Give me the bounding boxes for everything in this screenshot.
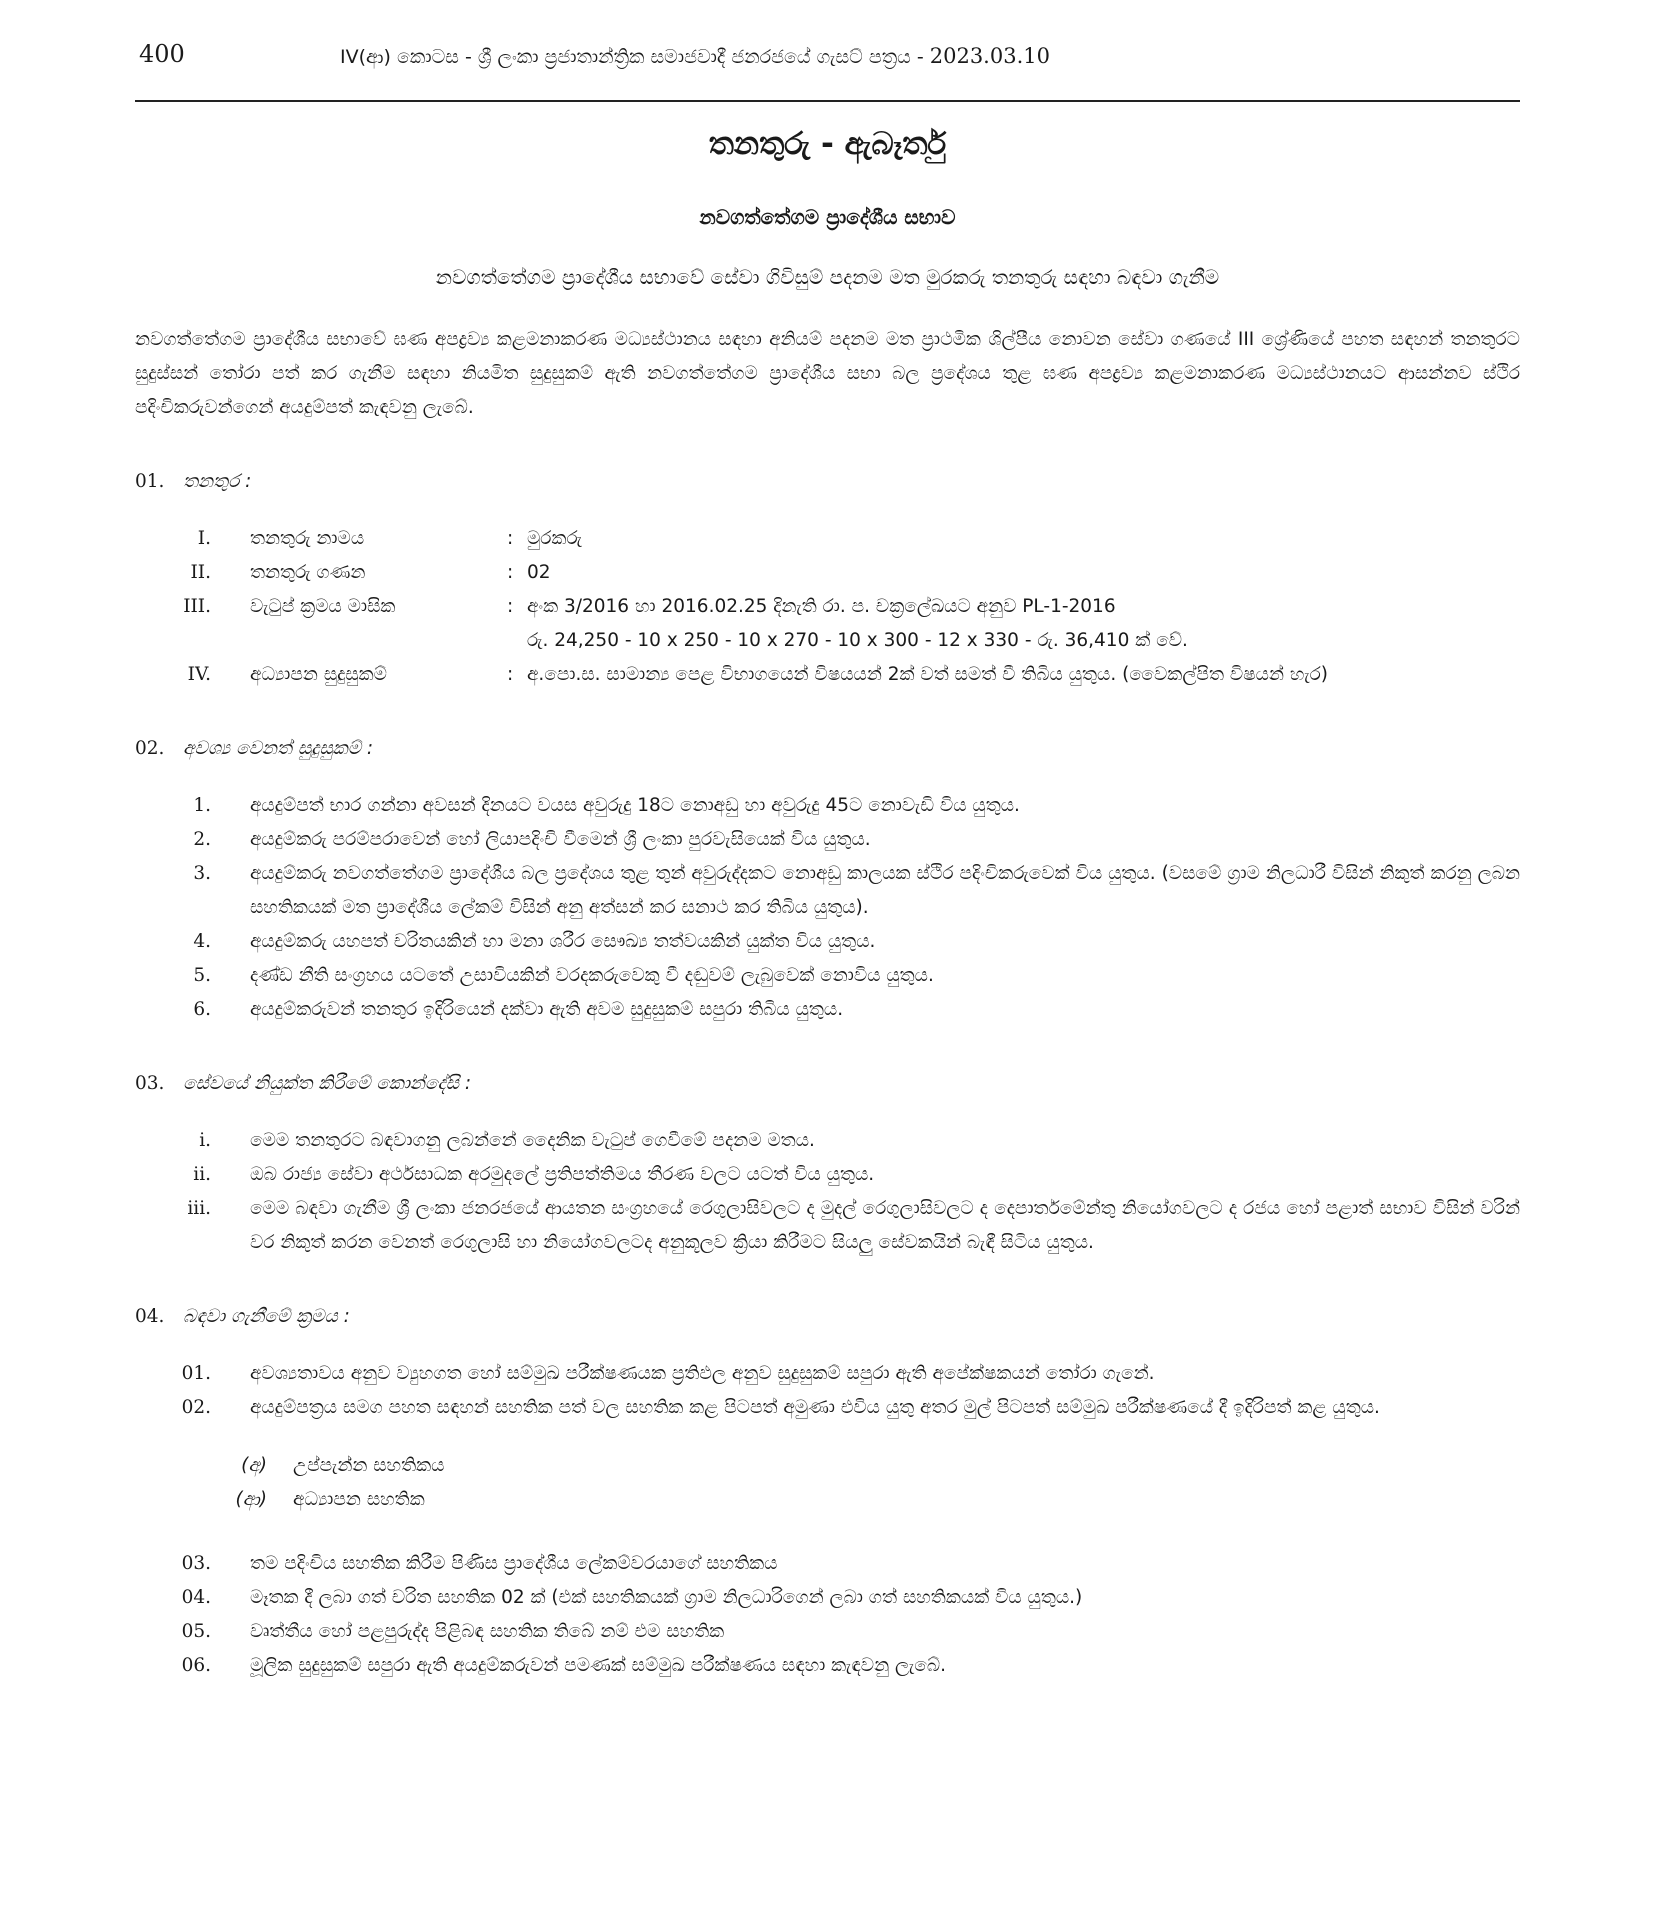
item-text: මෙම බඳවා ගැනීම ශ්‍රී ලංකා ජනරජයේ ආයතන සංග්‍රහයේ රෙගුලාසිවලට ද මුදල් රෙගුලාසිවලට ද දෙපාර්තමේන්තු නියෝගවලට ද රජය හෝ පළාත් සභාව විසින් වරින් වර නිකුත් කරන වෙනත් රෙගුලාසි හා නියෝගවලටද අනුකූලව ක්‍රියා කිරීමට සියලු සේවකයින් බැඳී සිටිය යුතුය. [250,1198,1520,1253]
item-key: වැටුප් ක්‍රමය මාසික [250,596,396,617]
item-text: ඔබ රාජ්‍ය සේවා අර්ථසාධක අරමුදලේ ප්‍රතිපත්තිමය තීරණ වලට යටත් විය යුතුය. [250,1164,875,1185]
list-item [135,1449,1520,1483]
section-label: බඳවා ගැනීමේ ක්‍රමය : [183,1306,350,1327]
item-colon: : [507,664,514,685]
item-text: තම පදිංචිය සහතික කිරීම පිණිස ප්‍රාදේශීය ලේකම්වරයාගේ සහතිකය [250,1553,778,1574]
list-item [135,1124,1520,1158]
notice-title: තනතුරු - ඇබෑර්තු [708,126,947,162]
organization-heading: නවගත්තේගම ප්‍රාදේශීය සභාව [699,205,956,229]
item-value: 02 [527,562,551,583]
subject-heading: නවගත්තේගම ප්‍රාදේශීය සභාවේ සේවා ගිවිසුම් පදනම මත මුරකරු තනතුරු සඳහා බඳවා ගැනීම [435,265,1220,289]
list-item [135,658,1520,692]
list-item [135,993,1520,1027]
running-title-text: IV(ආ) කොටස - ශ්‍රී ලංකා ප්‍රජාතාන්ත්‍රික සමාජවාදී ජනරජයේ ගැසට් පත්‍රය - [340,46,930,68]
section-04-heading [135,1306,1520,1327]
recruitment-method-list [135,1357,1520,1425]
section-number: 02. [135,738,165,759]
item-key: තනතුරු නාමය [250,528,365,549]
item-value: මුරකරු [527,528,582,549]
item-text: අයදුම්කරු යහපත් චරිතයකින් හා මනා ශරීර සෞඛ්‍ය තත්වයකින් යුක්ත විය යුතුය. [250,931,876,952]
item-colon: : [507,596,514,617]
item-marker: iii. [187,1198,211,1219]
item-text: උප්පැන්න සහතිකය [293,1455,445,1476]
list-item [135,1615,1520,1649]
item-marker: II. [190,562,211,583]
section-number: 03. [135,1073,165,1094]
section-02-heading [135,738,1520,759]
qualifications-list [135,789,1520,1027]
list-item [135,1158,1520,1192]
service-conditions-list [135,1124,1520,1260]
item-marker: IV. [187,664,211,685]
list-item [135,1547,1520,1581]
item-marker: (ආ) [235,1489,267,1510]
item-marker: 3. [193,863,211,884]
certificates-sublist [135,1449,1520,1517]
item-marker: 02. [181,1397,211,1418]
list-item [135,823,1520,857]
item-marker: 04. [181,1587,211,1608]
item-text: අයදුම්කරුවන් තනතුර ඉදිරියෙන් දක්වා ඇති අවම සුදුසුකම් සපුරා තිබිය යුතුය. [250,999,844,1020]
section-label: තනතුර : [183,471,252,492]
item-text: අයදුම්පත්‍රය සමග පහත සඳහන් සහතික පත් වල සහතික කළ පිටපත් අමුණා එවිය යුතු අතර මුල් පිටපත් සම්මුඛ පරීක්ෂණයේ දී ඉදිරිපත් කළ යුතුය. [250,1397,1380,1418]
item-marker: 06. [181,1655,211,1676]
item-value: අ.පො.ස. සාමාන්‍ය පෙළ විභාගයෙන් විෂයයන් 2ක් වත් සමත් වී තිබිය යුතුය. (වෛකල්පිත විෂයන් හැර) [527,664,1329,685]
page-header [135,38,1520,88]
section-label: අවශ්‍ය වෙනත් සුදුසුකම් : [183,738,374,759]
section-number: 01. [135,471,165,492]
item-key: තනතුරු ගණන [250,562,366,583]
item-marker: ii. [193,1164,211,1185]
list-item [135,925,1520,959]
item-key: අධ්‍යාපන සුදුසුකම් [250,664,387,685]
item-text: අධ්‍යාපන සහතික [293,1489,425,1510]
section-label: සේවයේ නියුක්ත කිරීමේ කොන්දේසි : [183,1073,472,1094]
item-text: මෑතක දී ලබා ගත් චරිත සහතික 02 ක් (එක් සහතිකයක් ග්‍රාම නිලධාරිගෙන් ලබා ගත් සහතිකයක් විය යුතුය.) [250,1587,1083,1608]
post-details-list [135,522,1520,692]
item-marker: I. [197,528,211,549]
list-item [135,590,1520,658]
item-marker: III. [183,596,211,617]
recruitment-method-list-cont [135,1547,1520,1683]
item-text: මෙම තනතුරට බඳවාගනු ලබන්නේ දෛනික වැටුප් ගෙවීමේ පදනම මතය. [250,1130,815,1151]
item-text: මූලික සුදුසුකම් සපුරා ඇති අයදුම්කරුවන් පමණක් සම්මුඛ පරීක්ෂණය සඳහා කැඳවනු ලැබේ. [250,1655,946,1676]
section-number: 04. [135,1306,165,1327]
list-item [135,1357,1520,1391]
list-item [135,857,1520,925]
item-marker: 5. [193,965,211,986]
item-marker: 01. [181,1363,211,1384]
item-colon: : [507,528,514,549]
running-title [340,44,1510,68]
section-03-heading [135,1073,1520,1094]
item-colon: : [507,562,514,583]
list-item [135,556,1520,590]
item-text: අයදුම්කරු පරම්පරාවෙන් හෝ ලියාපදිංචි වීමෙන් ශ්‍රී ලංකා පුරවැසියෙක් විය යුතුය. [250,829,871,850]
salary-scale: රු. 24,250 - 10 x 250 - 10 x 270 - 10 x 300 - 12 x 330 - රු. 36,410 ක් වේ. [527,630,1188,651]
item-marker: i. [199,1130,211,1151]
item-marker: 05. [181,1621,211,1642]
item-text: අවශ්‍යතාවය අනුව ව්‍යුහගත හෝ සම්මුඛ පරීක්ෂණයක ප්‍රතිඵල අනුව සුදුසුකම් සපුරා ඇති අපේක්ෂකයන් තෝරා ගැනේ. [250,1363,1155,1384]
gazette-date: 2023.03.10 [929,44,1050,68]
list-item [135,789,1520,823]
page-number: 400 [139,40,185,68]
list-item [135,1649,1520,1683]
gazette-page [135,38,1520,1683]
item-marker: 4. [193,931,211,952]
item-text: වෘත්තීය හෝ පළපුරුද්ද පිළිබඳ සහතික තිබේ නම් එම සහතික [250,1621,725,1642]
item-marker: 1. [193,795,211,816]
item-text: අයදුම්පත් භාර ගන්නා අවසන් දිනයට වයස අවුරුදු 18ට නොඅඩු හා අවුරුදු 45ට නොවැඩි විය යුතුය. [250,795,1020,816]
item-text: දණ්ඩ නීති සංග්‍රහය යටතේ උසාවියකින් වරදකරුවෙකු වී දඬුවම් ලැබුවෙක් නොවිය යුතුය. [250,965,934,986]
item-marker: (අ) [241,1455,267,1476]
item-value: අංක 3/2016 හා 2016.02.25 දිනැති රා. ප. චක්‍රලේඛයට අනුව PL-1-2016 [527,596,1116,617]
item-text: අයදුම්කරු නවගත්තේගම ප්‍රාදේශීය බල ප්‍රදේශය තුළ තුන් අවුරුද්දකට නොඅඩු කාලයක ස්ථිර පදිංචිකරුවෙක් විය යුතුය. (වසමේ ග්‍රාම නිලධාරී විසින් නිකුත් කරනු ලබන සහතිකයක් මත ප්‍රාදේශීය ලේකම් විසින් අනු අත්සන් කර සනාථ කර තිබිය යුතුය). [250,863,1520,918]
header-rule [135,100,1520,102]
list-item [135,959,1520,993]
item-marker: 2. [193,829,211,850]
list-item [135,1483,1520,1517]
list-item [135,1192,1520,1260]
list-item [135,1581,1520,1615]
section-01-heading [135,471,1520,492]
item-marker: 03. [181,1553,211,1574]
intro-paragraph: නවගත්තේගම ප්‍රාදේශීය සභාවේ ඝණ අපද්‍රව්‍ය කළමනාකරණ මධ්‍යස්ථානය සඳහා අනියම් පදනම මත ප්‍රාථමික ශිල්පීය නොවන සේවා ගණයේ III ශ්‍රේණියේ පහත සඳහන් තනතුරට සුදුස්සන් තෝරා පත් කර ගැනීම සඳහා නියමිත සුදුසුකම් ඇති නවගත්තේගම ප්‍රාදේශීය සභා බල ප්‍රදේශය තුළ ඝණ අපද්‍රව්‍ය කළමනාකරණ මධ්‍යස්ථානයට ආසන්නව ස්ථිර පදිංචිකරුවන්ගෙන් අයදුම්පත් කැඳවනු ලැබේ. [135,329,1520,418]
list-item [135,1391,1520,1425]
list-item [135,522,1520,556]
item-marker: 6. [193,999,211,1020]
